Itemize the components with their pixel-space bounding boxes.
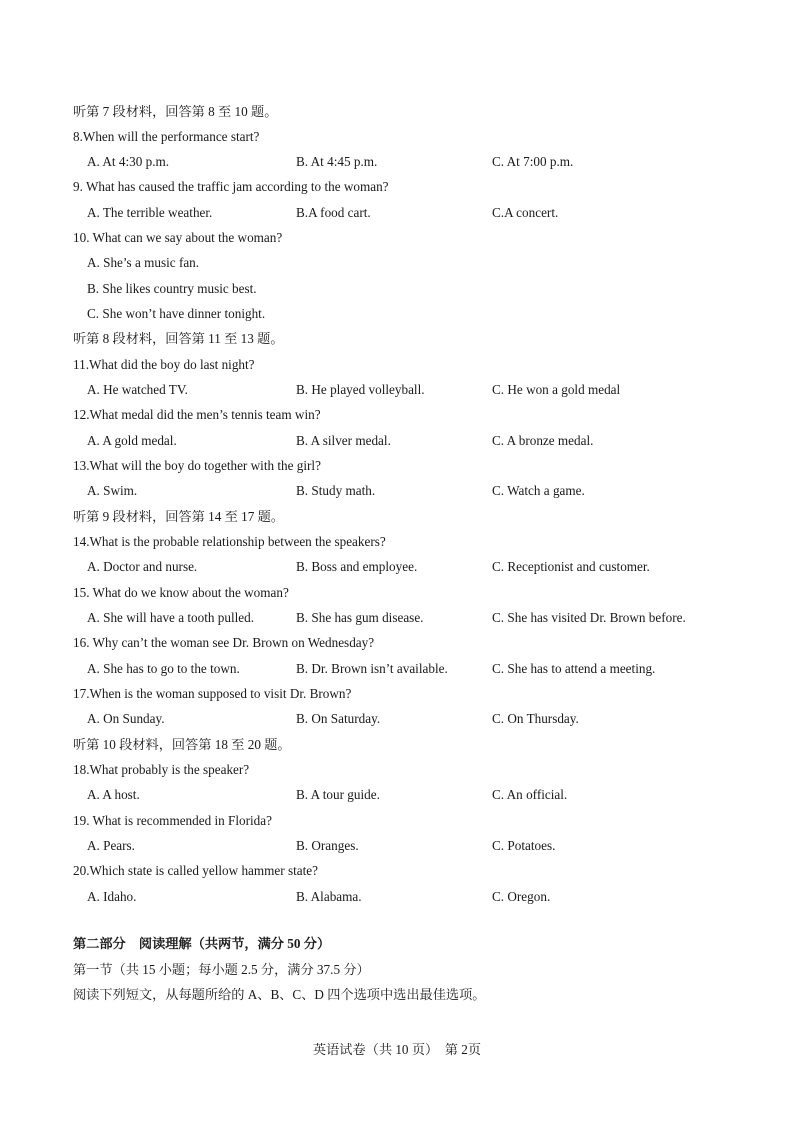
question-14-stem: 14.What is the probable relationship between the speakers? [73,534,386,549]
question-14-option-c: C. Receptionist and customer. [492,559,650,574]
question-20-option-a: A. Idaho. [87,889,137,904]
question-10-option-a: A. She’s a music fan. [87,255,200,270]
question-18-option-c: C. An official. [492,787,568,802]
question-17-option-c: C. On Thursday. [492,711,579,726]
question-13-option-b: B. Study math. [296,483,376,498]
passage-10-intro: 听第 10 段材料，回答第 18 至 20 题。 [73,737,291,752]
question-9-option-b: B.A food cart. [296,205,371,220]
section-2-heading: 第二部分 阅读理解（共两节，满分 50 分） [73,936,331,951]
question-18-option-b: B. A tour guide. [296,787,380,802]
section-2-instruction: 阅读下列短文，从每题所给的 A、B、C、D 四个选项中选出最佳选项。 [73,987,486,1002]
question-10-stem: 10. What can we say about the woman? [73,230,283,245]
question-12-stem: 12.What medal did the men’s tennis team win? [73,407,321,422]
question-20-option-b: B. Alabama. [296,889,362,904]
question-16-option-a: A. She has to go to the town. [87,661,240,676]
section-2-subheading: 第一节（共 15 小题；每小题 2.5 分，满分 37.5 分） [73,962,370,977]
page-footer: 英语试卷（共 10 页） 第 2页 [312,1042,482,1057]
question-18-option-a: A. A host. [87,787,140,802]
question-16-option-b: B. Dr. Brown isn’t available. [296,661,448,676]
passage-7-intro: 听第 7 段材料，回答第 8 至 10 题。 [73,104,278,119]
question-13-option-c: C. Watch a game. [492,483,585,498]
question-20-option-c: C. Oregon. [492,889,551,904]
question-12-option-c: C. A bronze medal. [492,433,594,448]
question-8-option-b: B. At 4:45 p.m. [296,154,378,169]
question-11-option-b: B. He played volleyball. [296,382,425,397]
question-8-option-a: A. At 4:30 p.m. [87,154,170,169]
question-9-option-a: A. The terrible weather. [87,205,213,220]
question-11-option-c: C. He won a gold medal [492,382,621,397]
question-11-option-a: A. He watched TV. [87,382,188,397]
question-16-option-c: C. She has to attend a meeting. [492,661,656,676]
question-16-stem: 16. Why can’t the woman see Dr. Brown on Wednesday? [73,635,375,650]
question-13-option-a: A. Swim. [87,483,138,498]
question-15-stem: 15. What do we know about the woman? [73,585,289,600]
question-19-option-c: C. Potatoes. [492,838,556,853]
question-15-option-b: B. She has gum disease. [296,610,424,625]
question-14-option-b: B. Boss and employee. [296,559,418,574]
question-17-option-a: A. On Sunday. [87,711,165,726]
question-19-option-b: B. Oranges. [296,838,359,853]
question-14-option-a: A. Doctor and nurse. [87,559,198,574]
passage-8-intro: 听第 8 段材料，回答第 11 至 13 题。 [73,331,284,346]
question-18-stem: 18.What probably is the speaker? [73,762,250,777]
question-13-stem: 13.What will the boy do together with the girl? [73,458,321,473]
question-17-option-b: B. On Saturday. [296,711,381,726]
question-8-option-c: C. At 7:00 p.m. [492,154,574,169]
passage-9-intro: 听第 9 段材料，回答第 14 至 17 题。 [73,509,284,524]
question-11-stem: 11.What did the boy do last night? [73,357,255,372]
question-12-option-b: B. A silver medal. [296,433,391,448]
question-19-option-a: A. Pears. [87,838,135,853]
question-9-stem: 9. What has caused the traffic jam according to the woman? [73,179,389,194]
question-19-stem: 19. What is recommended in Florida? [73,813,272,828]
question-12-option-a: A. A gold medal. [87,433,177,448]
question-15-option-c: C. She has visited Dr. Brown before. [492,610,686,625]
question-20-stem: 20.Which state is called yellow hammer state? [73,863,318,878]
question-8-stem: 8.When will the performance start? [73,129,260,144]
question-15-option-a: A. She will have a tooth pulled. [87,610,255,625]
question-17-stem: 17.When is the woman supposed to visit Dr. Brown? [73,686,352,701]
question-10-option-b: B. She likes country music best. [87,281,257,296]
question-10-option-c: C. She won’t have dinner tonight. [87,306,266,321]
question-9-option-c: C.A concert. [492,205,559,220]
